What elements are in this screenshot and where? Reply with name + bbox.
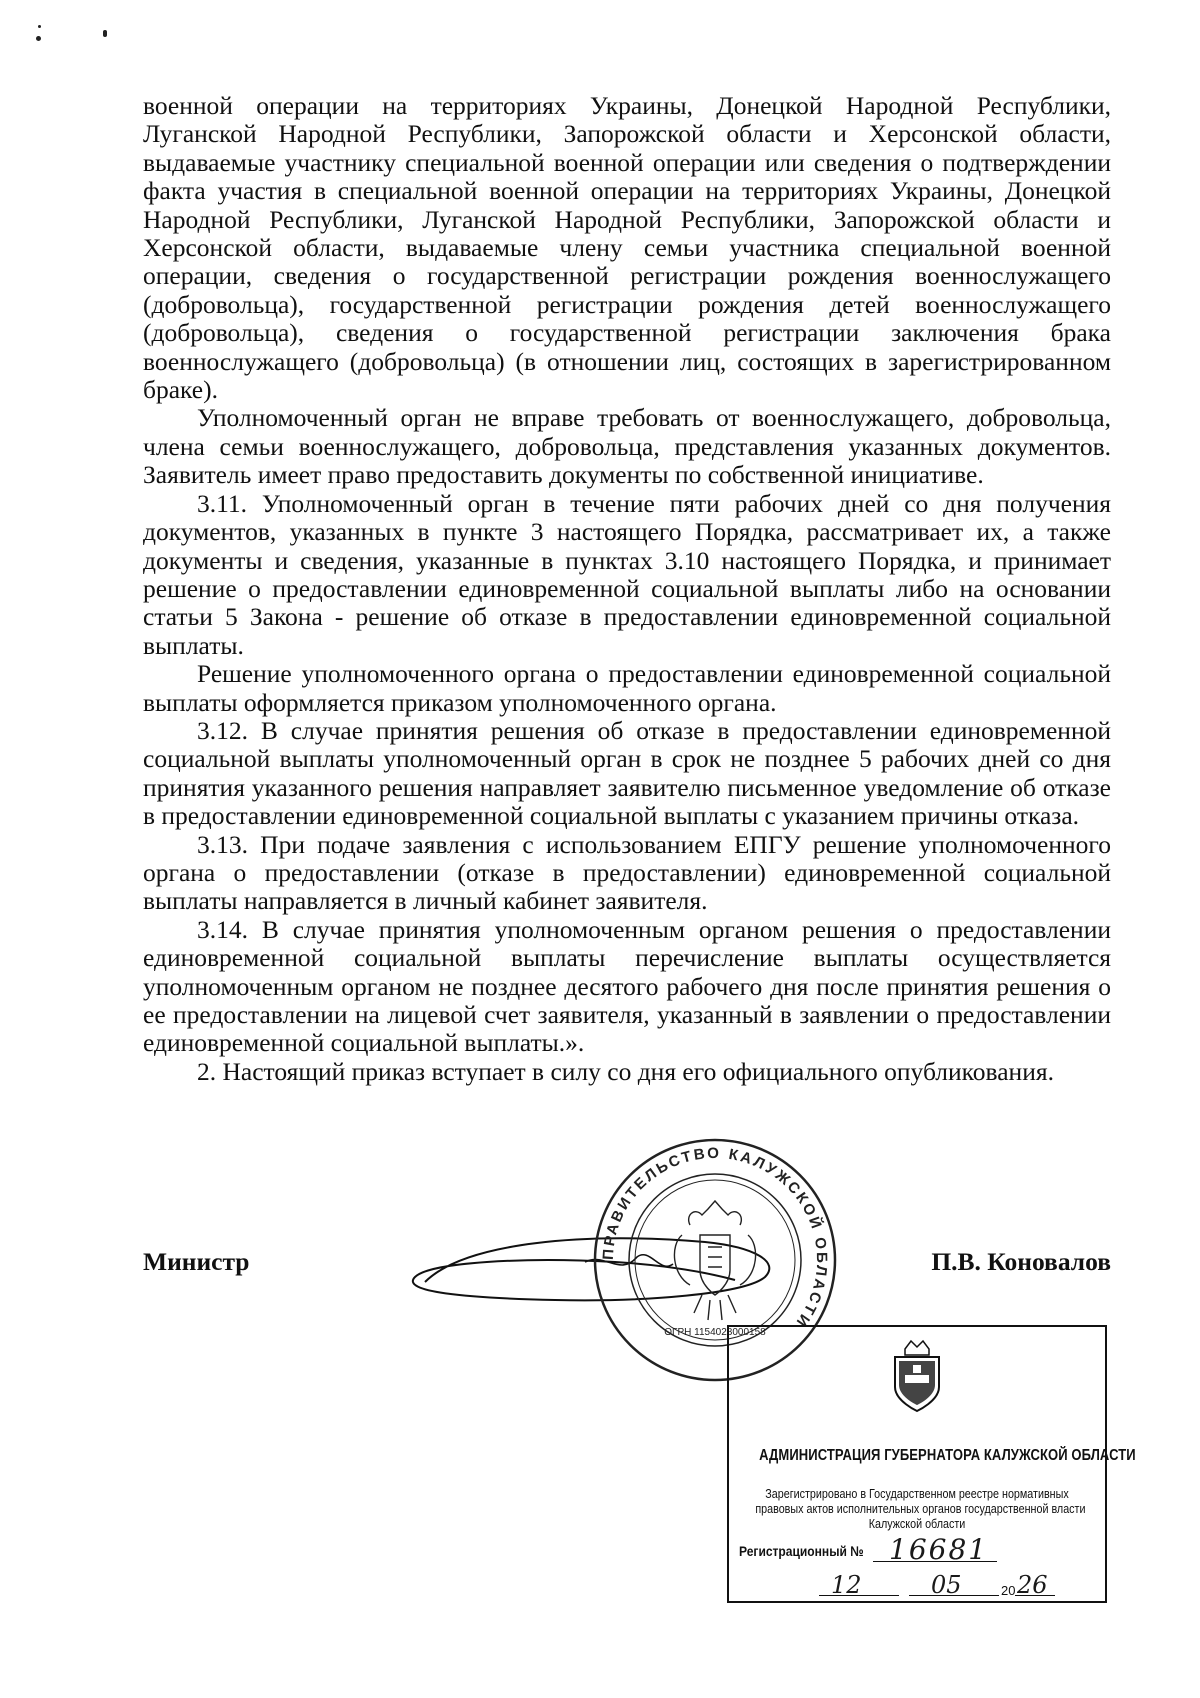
signatory-name: П.В. Коновалов [931,1247,1111,1276]
kaluga-coat-of-arms-icon [885,1339,949,1413]
svg-text:ПРАВИТЕЛЬСТВО КАЛУЖСКОЙ ОБЛАСТ: ПРАВИТЕЛЬСТВО КАЛУЖСКОЙ ОБЛАСТИ [599,1144,831,1332]
registration-date-row [739,1569,1099,1601]
scan-speck [103,30,107,37]
registration-year-handwritten: 26 [1017,1571,1048,1599]
document-body [143,92,1111,1086]
registration-day-handwritten: 12 [831,1571,862,1599]
registration-text-line: Зарегистрировано в Государственном реестре нормативных [765,1487,1069,1501]
registration-year-prefix: 20 [1001,1583,1016,1598]
registration-stamp [727,1325,1136,1603]
paragraph-continuation: военной операции на территориях Украины, Донецкой Народной Республики, Луганской Народной Республики, Запорожской области и Херсонской области, выдаваемые участнику специальной военной операции или сведения о подтверждении факта участия в специальной военной операции на территориях Украины, Донецкой Народной Республики, Луганской Народной Республики, Запорожской области и Херсонской области, выдаваемые члену семьи участника специальной военной операции, сведения о государственной регистрации рождения военнослужащего (добровольца), государственной регистрации рождения детей военнослужащего (добровольца), сведения о государственной регистрации заключения брака военнослужащего (добровольца) (в отношении лиц, состоящих в зарегистрированном браке). [143,91,1111,405]
registration-text-line: Калужской области [868,1517,966,1531]
registration-year-underline [1015,1595,1055,1596]
paragraph-2: 2. Настоящий приказ вступает в силу со дня его официального опубликования. [197,1056,1054,1086]
paragraph: Решение уполномоченного органа о предоставлении единовременной социальной выплаты оформляется приказом уполномоченного органа. [143,659,1111,717]
registration-number-label: Регистрационный № [739,1543,864,1559]
registration-month-handwritten: 05 [931,1571,962,1599]
paragraph: Уполномоченный орган не вправе требовать от военнослужащего, добровольца, члена семьи военнослужащего, добровольца, представления указанных документов. Заявитель имеет право предоставить документы по собственной инициативе. [143,403,1111,490]
paragraph-3-13: 3.13. При подаче заявления с использованием ЕПГУ решение уполномоченного органа о предоставлении (отказе в предоставлении) единовременной социальной выплаты направляется в личный кабинет заявителя. [143,829,1111,916]
registration-number-row [739,1533,1099,1566]
svg-text:ОГРН 1154028000158: ОГРН 1154028000158 [664,1327,766,1338]
eagle-emblem-icon [674,1201,755,1320]
registration-month-underline [909,1595,999,1596]
scan-speck [36,36,41,41]
paragraph-3-11: 3.11. Уполномоченный орган в течение пяти рабочих дней со дня получения документов, указанных в пункте 3 настоящего Порядка, рассматривает их, а также документы и сведения, указанные в пунктах 3.10 настоящего Порядка, и принимает решение о предоставлении единовременной социальной выплаты либо на основании статьи 5 Закона - решение об отказе в предоставлении единовременной социальной выплаты. [143,488,1111,660]
paragraph-3-12: 3.12. В случае принятия решения об отказе в предоставлении единовременной социальной выплаты уполномоченный орган в срок не позднее 5 рабочих дней со дня принятия указанного решения направляет заявителю письменное уведомление об отказе в предоставлении единовременной социальной выплаты с указанием причины отказа. [143,715,1111,831]
registration-number-handwritten: 16681 [889,1533,989,1566]
paragraph-3-14: 3.14. В случае принятия уполномоченным органом решения о предоставлении единовременной социальной выплаты перечисление выплаты осуществляется уполномоченным органом не позднее десятого рабочего дня после принятия решения о ее предоставлении на лицевой счет заявителя, указанный в заявлении о предоставлении единовременной социальной выплаты.». [143,914,1111,1058]
registration-text-line: правовых актов исполнительных органов государственной власти [755,1502,1086,1516]
registration-header: АДМИНИСТРАЦИЯ ГУБЕРНАТОРА КАЛУЖСКОЙ ОБЛАСТИ [759,1447,1136,1464]
scan-speck [38,25,41,28]
registration-day-underline [819,1595,899,1596]
signatory-title: Министр [143,1247,250,1276]
